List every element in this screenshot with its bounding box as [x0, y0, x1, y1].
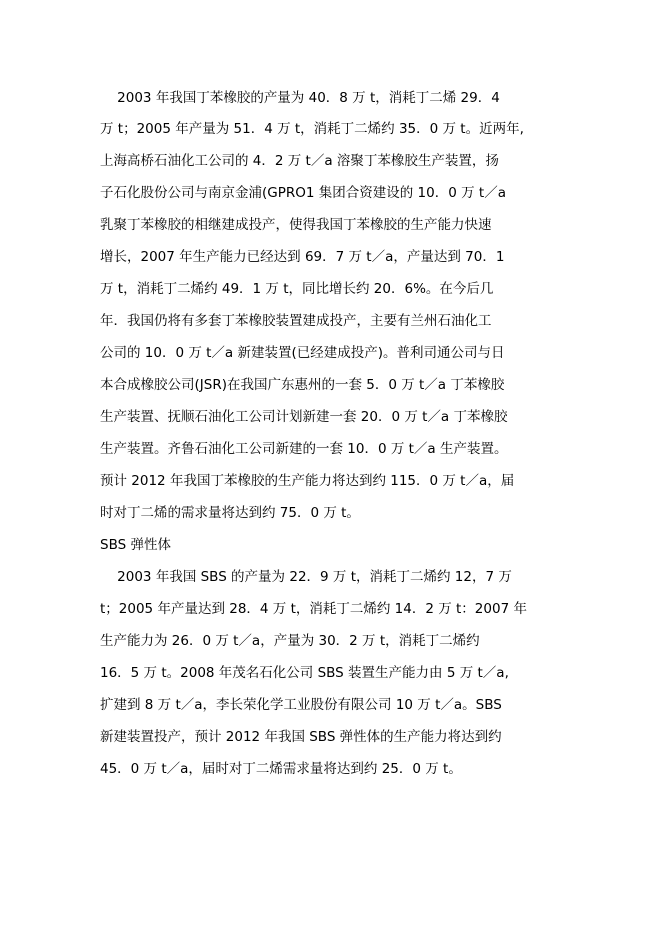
text-line: 生产装置。齐鲁石油化工公司新建的一套 10．0 万 t／a 生产装置。 — [100, 441, 508, 457]
text-line: 年．我国仍将有多套丁苯橡胶装置建成投产，主要有兰州石油化工 — [100, 313, 492, 329]
text-line: 万 t，消耗丁二烯约 49．1 万 t，同比增长约 20．6%。在今后几 — [100, 281, 494, 297]
text-line: 增长，2007 年生产能力已经达到 69．7 万 t／a，产量达到 70．1 — [100, 249, 505, 265]
text-line: 扩建到 8 万 t／a，李长荣化学工业股份有限公司 10 万 t／a。SBS — [100, 697, 502, 713]
text-line: 上海高桥石油化工公司的 4．2 万 t／a 溶聚丁苯橡胶生产装置，扬 — [100, 153, 499, 169]
text-line: 万 t；2005 年产量为 51．4 万 t，消耗丁二烯约 35．0 万 t。近两年, — [100, 121, 524, 137]
text-line: 时对丁二烯的需求量将达到约 75．0 万 t。 — [100, 505, 360, 521]
text-line: t；2005 年产量达到 28．4 万 t，消耗丁二烯约 14．2 万 t：2007 年 — [100, 601, 527, 617]
text-line: 生产能力为 26．0 万 t／a，产量为 30．2 万 t，消耗丁二烯约 — [100, 633, 480, 649]
text-line: 新建装置投产，预计 2012 年我国 SBS 弹性体的生产能力将达到约 — [100, 729, 502, 745]
text-line: 子石化股份公司与南京金浦(GPRO1 集团合资建设的 10．0 万 t／a — [100, 185, 506, 201]
section-heading: SBS 弹性体 — [100, 537, 171, 553]
text-line: 公司的 10．0 万 t／a 新建装置(已经建成投产)。普利司通公司与日 — [100, 345, 505, 361]
text-line: 预计 2012 年我国丁苯橡胶的生产能力将达到约 115．0 万 t／a，届 — [100, 473, 515, 489]
text-line: 2003 年我国丁苯橡胶的产量为 40．8 万 t，消耗丁二烯 29．4 — [100, 90, 500, 106]
text-line: 本合成橡胶公司(JSR)在我国广东惠州的一套 5．0 万 t／a 丁苯橡胶 — [100, 377, 505, 393]
text-line: 乳聚丁苯橡胶的相继建成投产，使得我国丁苯橡胶的生产能力快速 — [100, 217, 492, 233]
text-line: 45．0 万 t／a，届时对丁二烯需求量将达到约 25．0 万 t。 — [100, 761, 462, 777]
text-line: 生产装置、抚顺石油化工公司计划新建一套 20．0 万 t／a 丁苯橡胶 — [100, 409, 508, 425]
text-line: 2003 年我国 SBS 的产量为 22．9 万 t，消耗丁二烯约 12，7 万 — [100, 569, 512, 585]
text-line: 16．5 万 t。2008 年茂名石化公司 SBS 装置生产能力由 5 万 t／a, — [100, 665, 509, 681]
